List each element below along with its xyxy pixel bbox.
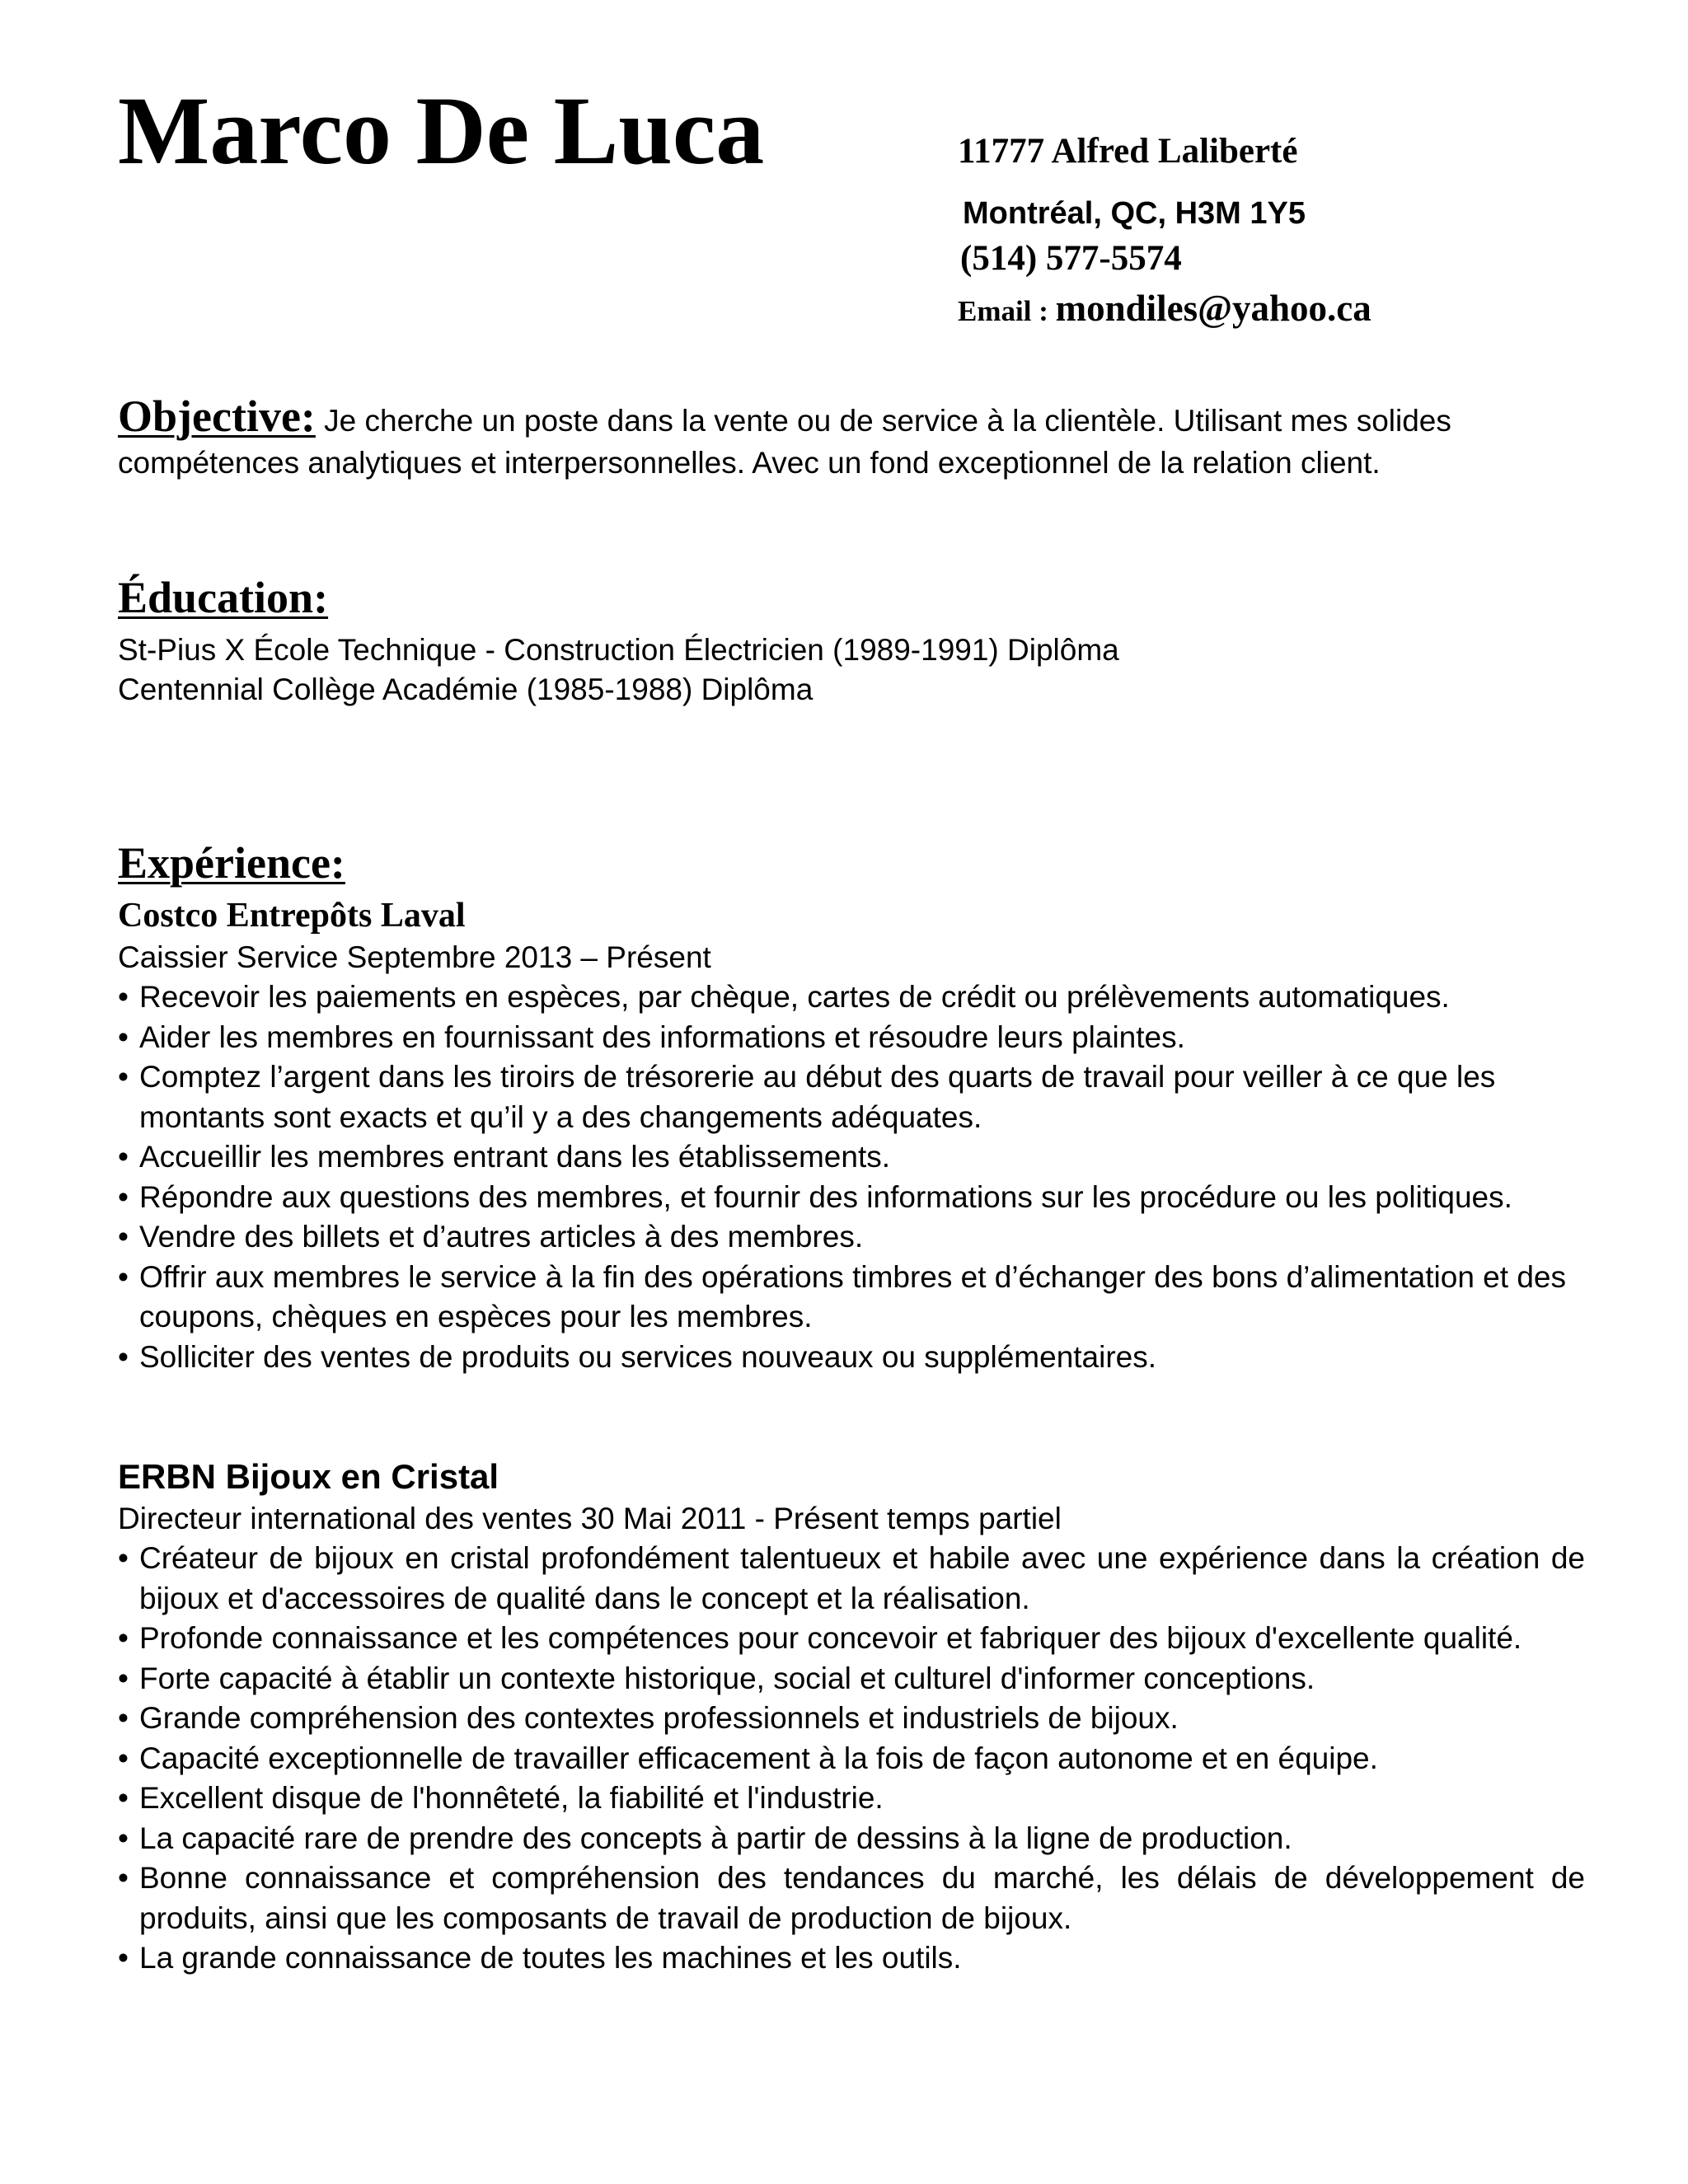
objective-heading: Objective: bbox=[118, 391, 316, 441]
job-bullet: • La capacité rare de prendre des concepts à partir de dessins à la ligne de production. bbox=[118, 1819, 1585, 1859]
job-bullet: • Bonne connaissance et compréhension des tendances du marché, les délais de développement de produits, ainsi que les composants de travail de production de bijoux. bbox=[118, 1858, 1585, 1938]
job-bullet: • Comptez l’argent dans les tiroirs de trésorerie au début des quarts de travail pour veiller à ce que les montants sont exacts et qu’il y a des changements adéquates. bbox=[118, 1057, 1585, 1137]
job-bullet: • Grande compréhension des contextes professionnels et industriels de bijoux. bbox=[118, 1699, 1585, 1739]
education-item: St-Pius X École Technique - Construction Électricien (1989-1991) Diplôma bbox=[118, 633, 1119, 667]
job-bullet-list bbox=[118, 1539, 1585, 1979]
job-bullet: • Solliciter des ventes de produits ou services nouveaux ou supplémentaires. bbox=[118, 1338, 1585, 1378]
job-bullet: • Créateur de bijoux en cristal profondément talentueux et habile avec une expérience dans la création de bijoux et d'accessoires de qualité dans le concept et la réalisation. bbox=[118, 1539, 1585, 1619]
address-line-1: 11777 Alfred Laliberté bbox=[958, 132, 1298, 171]
email-label: Email : bbox=[958, 295, 1056, 327]
job-bullet: • Accueillir les membres entrant dans les établissements. bbox=[118, 1137, 1585, 1178]
experience-heading: Expérience: bbox=[118, 838, 345, 888]
job-bullet: • La grande connaissance de toutes les machines et les outils. bbox=[118, 1938, 1585, 1979]
job-bullet: • Capacité exceptionnelle de travailler efficacement à la fois de façon autonome et en équipe. bbox=[118, 1739, 1585, 1779]
education-heading: Éducation: bbox=[118, 573, 329, 622]
job-bullet: • Recevoir les paiements en espèces, par chèque, cartes de crédit ou prélèvements automatiques. bbox=[118, 977, 1585, 1018]
job-bullet: • Vendre des billets et d’autres articles à des membres. bbox=[118, 1217, 1585, 1258]
job-company: Costco Entrepôts Laval bbox=[118, 897, 466, 935]
job-role: Directeur international des ventes 30 Mai 2011 - Présent temps partiel bbox=[118, 1502, 1062, 1535]
objective-text: Je cherche un poste dans la vente ou de service à la clientèle. Utilisant mes solides compétences analytiques et interpersonnelles. Avec un fond exceptionnel de la relation client. bbox=[118, 404, 1451, 480]
job-costco bbox=[118, 894, 1585, 1377]
job-bullet: • Excellent disque de l'honnêteté, la fiabilité et l'industrie. bbox=[118, 1779, 1585, 1819]
job-bullet: • Aider les membres en fournissant des informations et résoudre leurs plaintes. bbox=[118, 1018, 1585, 1058]
job-role: Caissier Service Septembre 2013 – Présent bbox=[118, 940, 711, 974]
resume-name: Marco De Luca bbox=[118, 77, 765, 185]
job-bullet: • Profonde connaissance et les compétences pour concevoir et fabriquer des bijoux d'excellente qualité. bbox=[118, 1619, 1585, 1659]
objective-section bbox=[118, 391, 1585, 484]
email-line bbox=[958, 290, 1372, 327]
job-bullet-list bbox=[118, 977, 1585, 1377]
job-erbn bbox=[118, 1455, 1585, 1979]
job-bullet: • Répondre aux questions des membres, et fournir des informations sur les procédure ou les politiques. bbox=[118, 1178, 1585, 1218]
phone-number: (514) 577-5574 bbox=[960, 239, 1182, 278]
job-bullet: • Forte capacité à établir un contexte historique, social et culturel d'informer conceptions. bbox=[118, 1659, 1585, 1699]
address-line-2: Montréal, QC, H3M 1Y5 bbox=[963, 196, 1306, 231]
job-company: ERBN Bijoux en Cristal bbox=[118, 1457, 499, 1496]
job-bullet: • Offrir aux membres le service à la fin des opérations timbres et d’échanger des bons d’alimentation et des coupons, chèques en espèces pour les membres. bbox=[118, 1258, 1585, 1338]
education-item: Centennial Collège Académie (1985-1988) Diplôma bbox=[118, 673, 814, 706]
email-address: mondiles@yahoo.ca bbox=[1055, 288, 1372, 329]
